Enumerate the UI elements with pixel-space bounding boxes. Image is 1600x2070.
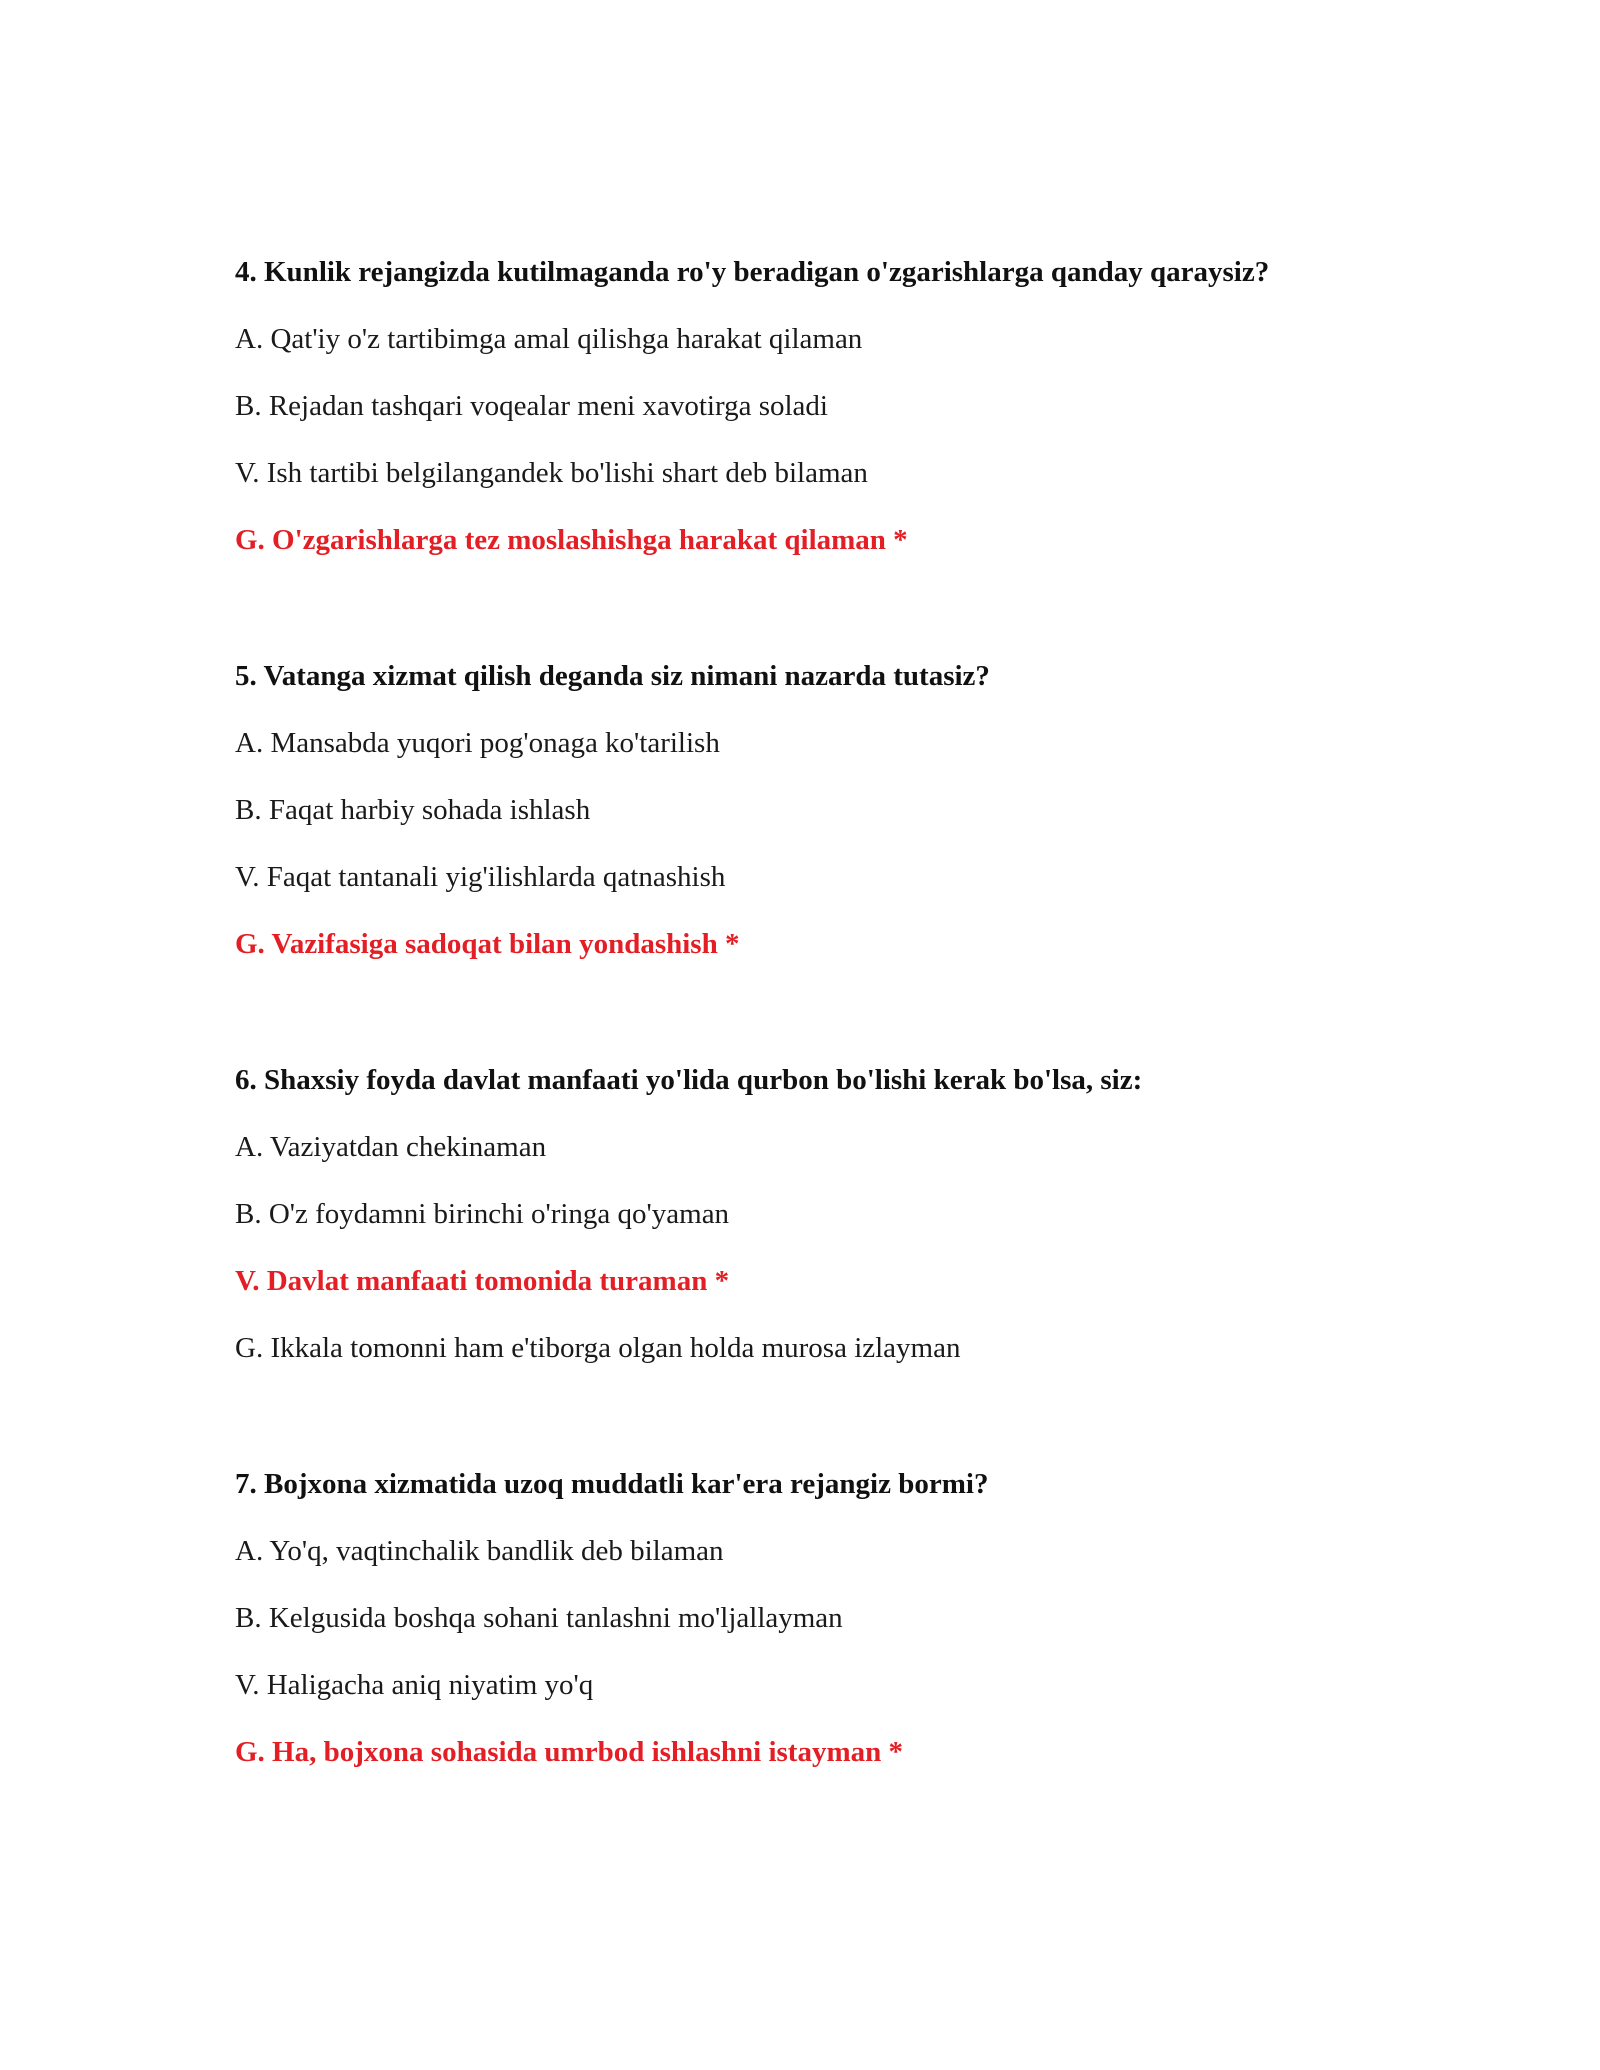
correct-answer-option-v: V. Davlat manfaati tomonida turaman * bbox=[235, 1265, 730, 1297]
answer-option-v: V. Faqat tantanali yig'ilishlarda qatnashish bbox=[235, 861, 726, 893]
question-title: 6. Shaxsiy foyda davlat manfaati yo'lida qurbon bo'lishi kerak bo'lsa, siz: bbox=[235, 1064, 1143, 1096]
question-title: 5. Vatanga xizmat qilish deganda siz nimani nazarda tutasiz? bbox=[235, 660, 990, 692]
answer-option-b: B. O'z foydamni birinchi o'ringa qo'yaman bbox=[235, 1198, 730, 1230]
answer-option-b: B. Faqat harbiy sohada ishlash bbox=[235, 794, 591, 826]
answer-option-a: A. Mansabda yuqori pog'onaga ko'tarilish bbox=[235, 727, 720, 759]
correct-answer-option-g: G. Vazifasiga sadoqat bilan yondashish * bbox=[235, 928, 740, 960]
answer-option-a: A. Vaziyatdan chekinaman bbox=[235, 1131, 547, 1163]
correct-answer-option-g: G. Ha, bojxona sohasida umrbod ishlashni istayman * bbox=[235, 1736, 903, 1768]
correct-answer-option-g: G. O'zgarishlarga tez moslashishga harakat qilaman * bbox=[235, 524, 908, 556]
question-block-4 bbox=[235, 254, 1435, 589]
answer-option-v: V. Haligacha aniq niyatim yo'q bbox=[235, 1669, 594, 1701]
question-title: 4. Kunlik rejangizda kutilmaganda ro'y beradigan o'zgarishlarga qanday qaraysiz? bbox=[235, 256, 1270, 288]
question-block-5 bbox=[235, 658, 1435, 993]
answer-option-b: B. Rejadan tashqari voqealar meni xavotirga soladi bbox=[235, 390, 828, 422]
question-title: 7. Bojxona xizmatida uzoq muddatli kar'era rejangiz bormi? bbox=[235, 1468, 989, 1500]
answer-option-b: B. Kelgusida boshqa sohani tanlashni mo'ljallayman bbox=[235, 1602, 843, 1634]
question-block-6 bbox=[235, 1062, 1435, 1397]
answer-option-a: A. Yo'q, vaqtinchalik bandlik deb bilaman bbox=[235, 1535, 724, 1567]
question-block-7 bbox=[235, 1466, 1435, 1801]
answer-option-a: A. Qat'iy o'z tartibimga amal qilishga harakat qilaman bbox=[235, 323, 863, 355]
answer-option-v: V. Ish tartibi belgilangandek bo'lishi shart deb bilaman bbox=[235, 457, 868, 489]
answer-option-g: G. Ikkala tomonni ham e'tiborga olgan holda murosa izlayman bbox=[235, 1332, 961, 1364]
